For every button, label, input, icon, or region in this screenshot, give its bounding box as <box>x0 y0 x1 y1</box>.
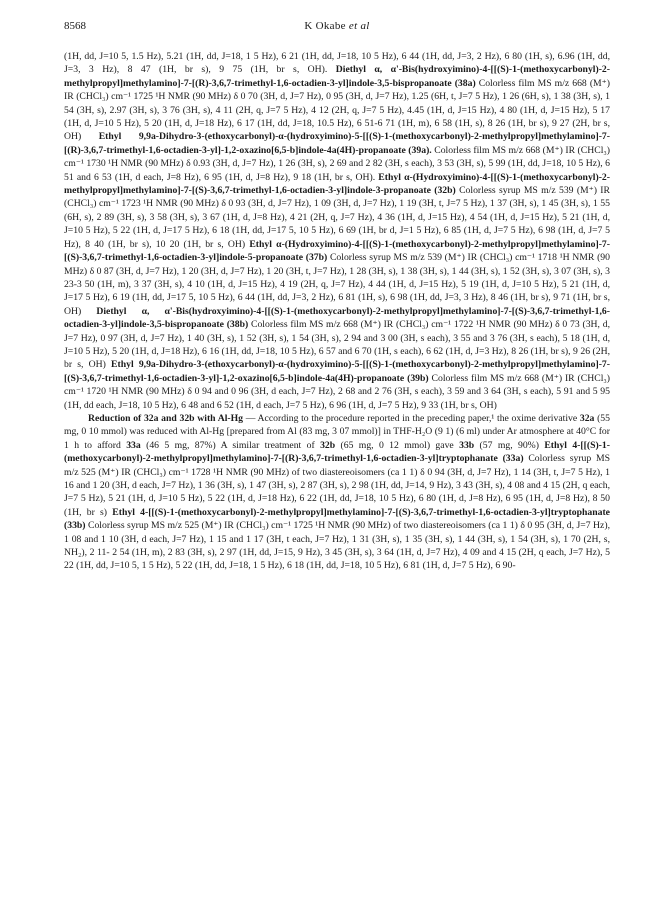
text-run: (55 mg, 0 10 mmol) was reduced with Al-Hg [prepared from Al (83 mg, 3 07 mmol)] in THF-H₂O (9 1) (6 ml) under Ar atmosphere at 40°C for 1 h to afford <box>64 412 610 451</box>
text-run: (1H, dd, J=10 5, 1.5 Hz), 5.21 (1H, dd, J=18, 1 5 Hz), 6 21 (1H, dd, J=18, 10 5 Hz), 6 44 (1H, dd, J=3, 2 Hz), 6 80 (1H, s), 6.96 (1H, dd, J=3, 3 Hz), 8 47 (1H, br s), 9 75 (1H, br s, OH). <box>64 51 610 76</box>
text-run: (65 mg, 0 12 mmol) gave <box>335 439 460 451</box>
compound-heading: Ethyl 4-[[(S)-1-(methoxycarbonyl)-2-methylpropyl]methylamino]-7-[(R)-3,6,7-trimethyl-1,6-octadien-3-yl]tryptophanate (33a) <box>64 439 610 465</box>
article-body <box>64 50 610 573</box>
compound-heading: 33b <box>459 439 475 451</box>
text-run: Colorless film MS m/z 668 (M⁺) IR (CHCl₃) cm⁻¹ 1722 ¹H NMR (90 MHz) δ 0 73 (3H, d, J=7 Hz), 0 97 (3H, d, J=7 Hz), 1 40 (3H, s), 1 52 (3H, s), 1 54 (3H, s), 2 94 and 3 00 (3H, s each), 3 55 and 3 76 (3H, s each), 5 18 (1H, d, J=10 5 Hz), 5 20 (1H, d, J=18 Hz), 6 16 (1H, dd, J=18, 10 5 Hz), 6 57 and 6 70 (1H, s each), 6 62 (1H, d, J=3 Hz), 8 26 (1H, br s), 9 26 (2H, br s, OH) <box>64 319 610 371</box>
paragraph <box>64 50 610 412</box>
text-run: (57 mg, 90%) <box>474 439 545 451</box>
running-head-etal: et al <box>348 20 370 32</box>
compound-heading: 33a <box>126 439 141 451</box>
running-head-author: K Okabe <box>304 20 346 32</box>
compound-heading: 32a <box>579 412 595 424</box>
page-header <box>64 20 610 36</box>
running-head <box>64 20 610 32</box>
text-run: Colorless film MS m/z 668 (M⁺) IR (CHCl₃) cm⁻¹ 1725 ¹H NMR (90 MHz) δ 0 70 (3H, d, J=7 Hz), 0 95 (3H, d, J=7 Hz), 1.25 (6H, t, J=7 5 Hz), 1 26 (6H, s), 1 38 (3H, s), 1 54 (3H, s), 2.97 (3H, s), 3 76 (3H, s), 4 11 (2H, q, J=7 5 Hz), 4 12 (2H, q, J=7 5 Hz), 4.45 (1H, d, J=15 Hz), 4 80 (1H, d, J=15 Hz), 5 17 (1H, d, J=10 5 Hz), 5 20 (1H, d, J=18 Hz), 6 17 (1H, dd, J=18, 10.5 Hz), 6 51-6 71 (1H, m), 6 58 (1H, s), 8 26 (1H, br s), 9 27 (2H, br s, OH) <box>64 77 611 143</box>
compound-heading: Ethyl α-(Hydroxyimino)-4-[[(S)-1-(methoxycarbonyl)-2-methylpropyl]methylamino]-7-[(S)-3,6,7-trimethyl-1,6-octadien-3-yl]indole-5-propanoate (37b) <box>64 238 611 264</box>
text-run: Colorless syrup MS m/z 525 (M⁺) IR (CHCl₃) cm⁻¹ 1728 ¹H NMR (90 MHz) of two diastereoisomers (ca 1 1) δ 0 94 (3H, d, J=7 Hz), 1 14 (3H, t, J=7 5 Hz), 1 16 and 1 20 (3H, d each, J=7 Hz), 1 36 (3H, s), 1 47 (3H, s), 2 87 (3H, s), 2 98 (1H, dd, J=14, 9 Hz), 3 43 (3H, s), 4 08 and 4 15 (2H, q each, J=7 5 Hz), 5 21 (1H, d, J=10 5 Hz), 5 22 (1H, d, J=18 Hz), 6 22 (1H, dd, J=18, 10 5 Hz), 6 80 (1H, d, J=8 Hz), 6 95 (1H, d, J=8 Hz), 8 50 (1H, br s) <box>64 453 610 518</box>
compound-heading: Ethyl 4-[[(S)-1-(methoxycarbonyl)-2-methylpropyl]methylamino]-7-[(S)-3,6,7-trimethyl-1,6-octadien-3-yl]tryptophanate (33b) <box>64 506 610 532</box>
compound-heading: Ethyl 9,9a-Dihydro-3-(ethoxycarbonyl)-α-(hydroxyimino)-5-[[(S)-1-(methoxycarbonyl)-2-methylpropyl]methylamino]-7-[(R)-3,6,7-trimethyl-1,6-octadien-3-yl]-1,2-oxazino[6,5-b]indole-4a(4H)-propanoate (39a). <box>64 131 610 156</box>
compound-heading: Reduction of 32a and 32b with Al-Hg <box>88 412 244 424</box>
text-run: Colorless syrup MS m/z 525 (M⁺) IR (CHCl₃) cm⁻¹ 1725 ¹H NMR (90 MHz) of two diastereoisomers (ca 1 1) δ 0 95 (3H, d, J=7 Hz), 1 08 and 1 10 (3H, d each, J=7 Hz), 1 15 and 1 17 (3H, t each, J=7 Hz), 1 31 (3H, s), 1 35 (3H, s), 1 44 (3H, s), 1 54 (3H, s), 1 70 (2H, s, NH₂), 2 11- 2 54 (1H, m), 2 83 (3H, s), 2 97 (1H, dd, J=15, 9 Hz), 3 45 (3H, s), 3 64 (1H, d, J=7 Hz), 4 09 and 4 15 (2H, q each, J=7 Hz), 5 22 (1H, dd, J=10 5, 1 5 Hz), 5 22 (1H, dd, J=18, 1 5 Hz), 6 18 (1H, dd, J=18, 10 5 Hz), 6 81 (1H, d, J=7 5 Hz), 6 90- <box>64 520 610 572</box>
compound-heading: Ethyl α-(Hydroxyimino)-4-[[(S)-1-(methoxycarbonyl)-2-methylpropyl]methylamino]-7-[(S)-3,6,7-trimethyl-1,6-octadien-3-yl]indole-3-propanoate (32b) <box>64 171 611 197</box>
page-number: 8568 <box>64 20 86 32</box>
text-run: — According to the procedure reported in the preceding paper,¹ the oxime derivative <box>243 412 580 424</box>
text-run: Colorless syrup MS m/z 539 (M⁺) IR (CHCl₃) cm⁻¹ 1723 ¹H NMR (90 MHz) δ 0 93 (3H, d, J=7 Hz), 1 09 (3H, d, J=7 Hz), 1 19 (3H, t, J=7 5 Hz), 1 37 (3H, s), 1 45 (3H, s), 1 55 (6H, s), 2 89 (3H, s), 3 58 (3H, s), 3 67 (1H, d, J=8 Hz), 4 21 (2H, q, J=7 Hz), 4 36 (1H, d, J=15 Hz), 4 54 (1H, d, J=15 Hz), 5 21 (1H, d, J=10 5 Hz), 5 22 (1H, d, J=17 5 Hz), 6 18 (1H, dd, J=17 5, 10 5 Hz), 6 69 (1H, br d, J=1 5 Hz), 6 85 (1H, d, J=7 5 Hz), 6 98 (1H, d, J=7 5 Hz), 8 40 (1H, br s), 10 20 (1H, br s, OH) <box>64 185 610 250</box>
paragraph <box>64 412 610 573</box>
compound-heading: 32b <box>320 439 336 451</box>
compound-heading: Diethyl α, α'-Bis(hydroxyimino)-4-[[(S)-1-(methoxycarbonyl)-2-methylpropyl]methylamino]-7-[(S)-3,6,7-trimethyl-1,6-octadien-3-yl]indole-3,5-bispropanoate (38b) <box>64 305 610 331</box>
text-run: Colorless film MS m/z 668 (M⁺) IR (CHCl₃) cm⁻¹ 1720 ¹H NMR (90 MHz) δ 0 94 and 0 96 (3H, d each, J=7 Hz), 2 68 and 2 76 (3H, s each), 3 59 and 3 64 (3H, s each), 5 91 and 5 95 (1H, dd each, J=18, 10 5 Hz), 6 48 and 6 52 (1H, d each, J=7 5 Hz), 6 96 (1H, d, J=7 5 Hz), 9 33 (1H, br s, OH) <box>64 372 610 411</box>
text-run: Colorless film MS m/z 668 (M⁺) IR (CHCl₃) cm⁻¹ 1730 ¹H NMR (90 MHz) δ 0.93 (3H, d, J=7 Hz), 1 26 (3H, s), 2 69 and 2 82 (3H, s each), 3 53 (3H, s), 5 99 (1H, dd, J=18, 10 5 Hz), 6 51 and 6 53 (1H, d each, J=8 Hz), 6 95 (1H, d, J=8 Hz), 9 18 (1H, br s, OH). <box>64 144 610 183</box>
text-run: Colorless syrup MS m/z 539 (M⁺) IR (CHCl₃) cm⁻¹ 1718 ¹H NMR (90 MHz) δ 0 87 (3H, d, J=7 Hz), 1 20 (3H, d, J=7 Hz), 1 20 (3H, t, J=7 Hz), 1 28 (3H, s), 1 38 (3H, s), 1 44 (3H, s), 1 52 (3H, s), 3 07 (3H, s), 3 23-3 50 (1H, m), 3 37 (3H, s), 4 10 (1H, d, J=15 Hz), 4 19 (2H, q, J=7 Hz), 4 44 (1H, d, J=15 Hz), 5 19 (1H, d, J=10 5 Hz), 5 21 (1H, d, J=17 5 Hz), 6 19 (1H, dd, J=17 5, 10 5 Hz), 6 44 (1H, dd, J=3, 2 Hz), 6 81 (1H, s), 6 98 (1H, dd, J=3, 3 Hz), 8 46 (1H, br s), 9 71 (1H, br s, OH) <box>64 252 610 317</box>
compound-heading: Diethyl α, α'-Bis(hydroxyimino)-4-[[(S)-1-(methoxycarbonyl)-2-methylpropyl]methylamino]-7-[(R)-3,6,7-trimethyl-1,6-octadien-3-yl]indole-3,5-bispropanoate (38a) <box>64 64 610 89</box>
text-run: (46 5 mg, 87%) A similar treatment of <box>140 439 321 451</box>
compound-heading: Ethyl 9,9a-Dihydro-3-(ethoxycarbonyl)-α-(hydroxyimino)-5-[[(S)-1-(methoxycarbonyl)-2-methylpropyl]methylamino]-7-[(S)-3,6,7-trimethyl-1,6-octadien-3-yl]-1,2-oxazino[6,5-b]indole-4a(4H)-propanoate (39b) <box>64 359 610 384</box>
